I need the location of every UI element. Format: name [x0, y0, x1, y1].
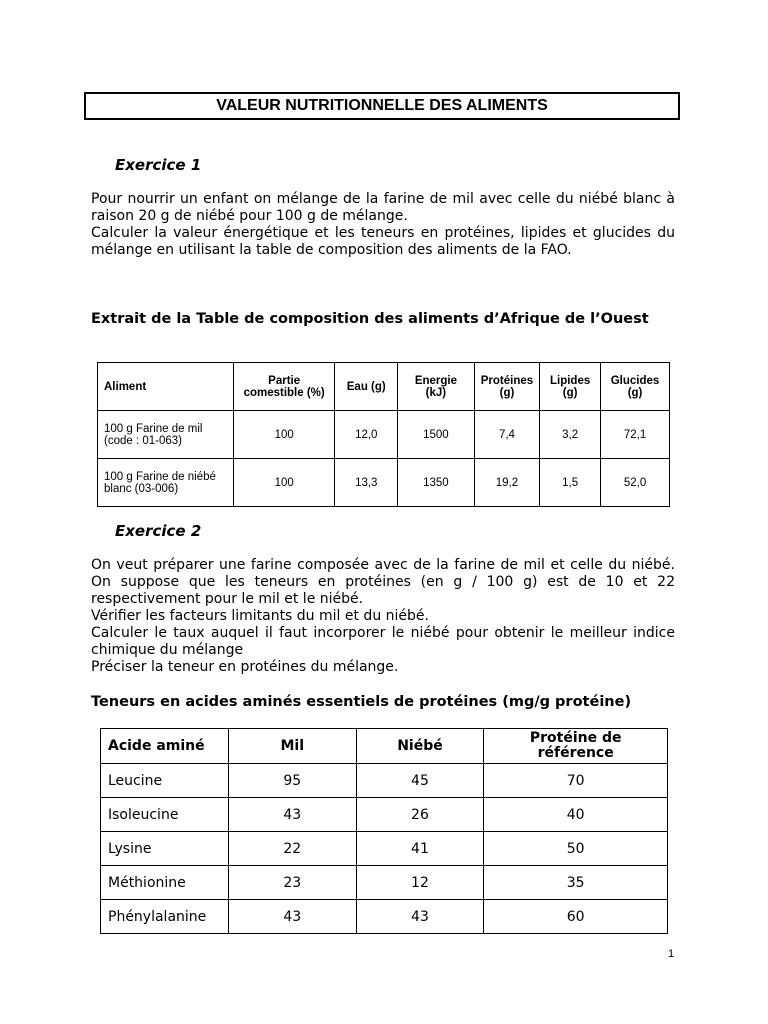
column-header: Niébé [356, 729, 484, 764]
table-cell: 12,0 [335, 411, 398, 459]
column-header: Eau (g) [335, 363, 398, 411]
table-row [98, 411, 670, 459]
table-cell: 35 [484, 866, 668, 900]
column-header: Glucides (g) [601, 363, 670, 411]
table-cell: Méthionine [101, 866, 229, 900]
table-cell: Lysine [101, 832, 229, 866]
table-cell: 100 [233, 459, 335, 507]
column-header: Partie comestible (%) [233, 363, 335, 411]
table-cell: 60 [484, 900, 668, 934]
column-header: Acide aminé [101, 729, 229, 764]
page-number: 1 [668, 948, 675, 960]
exercise-1-line: Calculer la valeur énergétique et les teneurs en protéines, lipides et glucides du mélange en utilisant la table de composition des aliments de la FAO. [91, 225, 675, 258]
table-cell: 19,2 [474, 459, 539, 507]
exercise-2-line: Calculer le taux auquel il faut incorporer le niébé pour obtenir le meilleur indice chimique du mélange [91, 625, 675, 658]
table-row [101, 764, 668, 798]
exercise-2-text [91, 557, 675, 676]
table-cell: 100 [233, 411, 335, 459]
table-cell: 23 [228, 866, 356, 900]
column-header: Mil [228, 729, 356, 764]
table-cell: 43 [228, 798, 356, 832]
table-cell: 22 [228, 832, 356, 866]
table-cell: Phénylalanine [101, 900, 229, 934]
column-header: Protéine de référence [484, 729, 668, 764]
table-cell: 7,4 [474, 411, 539, 459]
table-row [98, 459, 670, 507]
table-cell: 1,5 [540, 459, 601, 507]
exercise-1-line: Pour nourrir un enfant on mélange de la farine de mil avec celle du niébé blanc à raison 20 g de niébé pour 100 g de mélange. [91, 191, 675, 224]
table-cell: 40 [484, 798, 668, 832]
column-header: Energie (kJ) [398, 363, 475, 411]
column-header: Protéines (g) [474, 363, 539, 411]
exercise-2-line: On veut préparer une farine composée avec de la farine de mil et celle du niébé. On suppose que les teneurs en protéines (en g / 100 g) est de 10 et 22 respectivement pour le mil et le niébé. [91, 557, 675, 607]
exercise-2-line: Vérifier les facteurs limitants du mil et du niébé. [91, 608, 429, 624]
table-cell: 13,3 [335, 459, 398, 507]
table-cell: 1500 [398, 411, 475, 459]
table-cell: 45 [356, 764, 484, 798]
table-cell: 70 [484, 764, 668, 798]
table-header-row [101, 729, 668, 764]
table-cell: 43 [356, 900, 484, 934]
table-row [101, 866, 668, 900]
table-cell: 100 g Farine de mil (code : 01-063) [98, 411, 234, 459]
table-cell: 72,1 [601, 411, 670, 459]
exercise-1-text [91, 191, 675, 259]
exercise-1-heading: Exercice 1 [115, 156, 202, 174]
table-cell: 41 [356, 832, 484, 866]
table-cell: Isoleucine [101, 798, 229, 832]
table-cell: Leucine [101, 764, 229, 798]
table-cell: 50 [484, 832, 668, 866]
table-row [101, 832, 668, 866]
table-row [101, 900, 668, 934]
amino-acid-table [100, 728, 668, 934]
exercise-2-heading: Exercice 2 [115, 522, 202, 540]
column-header: Aliment [98, 363, 234, 411]
table-cell: 26 [356, 798, 484, 832]
table-cell: 3,2 [540, 411, 601, 459]
document-title: VALEUR NUTRITIONNELLE DES ALIMENTS [84, 92, 680, 120]
table-cell: 12 [356, 866, 484, 900]
table-2-title: Teneurs en acides aminés essentiels de protéines (mg/g protéine) [91, 694, 632, 710]
table-row [101, 798, 668, 832]
table-cell: 52,0 [601, 459, 670, 507]
table-cell: 100 g Farine de niébé blanc (03-006) [98, 459, 234, 507]
exercise-2-line: Préciser la teneur en protéines du mélange. [91, 659, 399, 675]
composition-table [97, 362, 670, 507]
table-1-title: Extrait de la Table de composition des aliments d’Afrique de l’Ouest [91, 311, 649, 327]
table-cell: 43 [228, 900, 356, 934]
table-header-row [98, 363, 670, 411]
table-cell: 1350 [398, 459, 475, 507]
table-cell: 95 [228, 764, 356, 798]
column-header: Lipides (g) [540, 363, 601, 411]
